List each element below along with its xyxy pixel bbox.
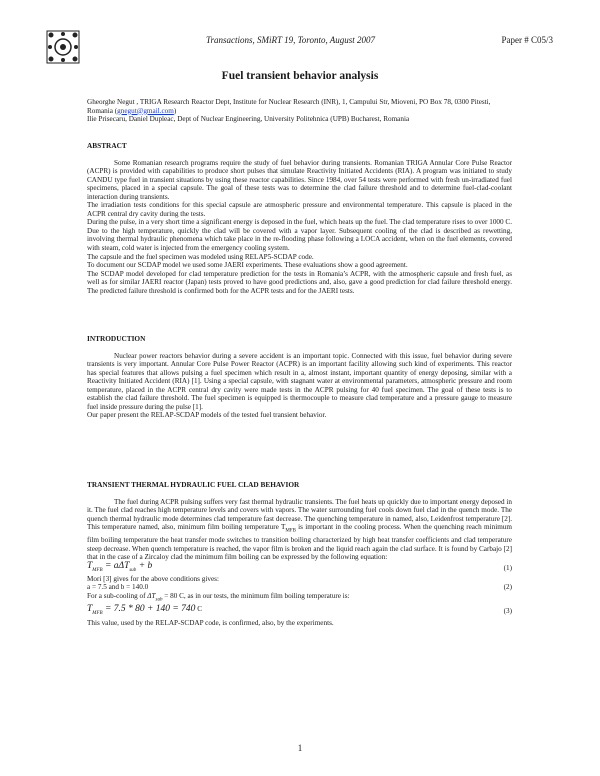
mori-line: Mori [3] gives for the above conditions gives: (87, 574, 219, 583)
abstract-paragraph: The irradiation tests conditions for this special capsule are atmospheric pressure and environmental temperature. This capsule is placed in the ACPR central dry cavity during the tests. (87, 201, 512, 218)
closing-line: This value, used by the RELAP-SCDAP code, is confirmed, also, by the experiments. (87, 618, 334, 627)
paper-number: Paper # C05/3 (501, 35, 553, 45)
transient-heading: TRANSIENT THERMAL HYDRAULIC FUEL CLAD BEHAVIOR (87, 480, 300, 489)
equation-2: a = 7.5 and b = 140.0 (2) (87, 583, 512, 592)
author-line-2: Ilie Prisecaru, Daniel Dupleac, Dept of Nuclear Engineering, University Politehnica (UPB) Bucharest, Romania (87, 115, 410, 124)
introduction-paragraph: Our paper present the RELAP-SCDAP models of the tested fuel transient behavior. (87, 411, 327, 420)
authors (87, 98, 512, 124)
introduction-paragraph: Nuclear power reactors behavior during a severe accident is an important topic. Connected with this issue, fuel behavior during severe transients is very important. Annular Core Pulse Power Reactor (ACPR) is an important facility allowing such kind of experiments. This reactor has special features that allows pulsing a fuel specimen which result in a, almost instant, important quantity of energy deposing, similar with a Reactivity Initiated Accident (RIA) [1]. Using a special capsule, with stagnant water at environmental parameters, atmospheric pressure and room temperature, placed in the ACPR central dry cavity were made tests in the ACPR pulsing for 40 fuel specimen. The goal of these tests is to establish the clad failure threshold. The fuel specimen is equipped is thermocouple to measure clad temperature and a pressure gauge to measure fuel inside pressure during the pulse [1]. (87, 351, 512, 411)
equation-number: (3) (503, 606, 512, 615)
subcooling-line: For a sub-cooling of $\Delta T_{sub} = 80$ C, as in our tests, the minimum film boiling temperature is: (87, 591, 350, 603)
abstract-paragraph: The SCDAP model developed for clad temperature prediction for the tests in Romania’s ACPR, with the atmospheric capsule and fresh fuel, as well as for similar JAERI reactor (Japan) tests proved to have good predictions and, also, gave a good prediction for clad failure threshold energy. The predicted failure threshold is confirmed both for the ACPR tests and for the JAERI tests. (87, 269, 512, 295)
transient-section (87, 481, 512, 627)
page-number: 1 (297, 743, 303, 753)
introduction-heading: INTRODUCTION (87, 334, 146, 343)
smirt-logo-icon (46, 30, 80, 64)
abstract-paragraph: During the pulse, in a very short time a significant energy is deposed in the fuel, which heats up the fuel. The clad temperature rises to over 1000 C. Due to the high temperature, quickly the clad will be covered with a vapor layer. Subsequent cooling of the clad is described as rewetting, involving thermal hydraulic phenomena which take place in the re-flooding phase following a LOCA accident, when on the fuel elements, covered with steam, cold water is injected from the emergency cooling system. (87, 218, 512, 253)
abstract-section (87, 142, 512, 295)
author-email-link[interactable]: gnegut@gmail.com (117, 106, 174, 115)
equation-number: (1) (503, 563, 512, 572)
equation-number: (2) (503, 583, 512, 592)
page-title: Fuel transient behavior analysis (221, 70, 379, 82)
transient-paragraph: The fuel during ACPR pulsing suffers very fast thermal hydraulic transients. The fuel heats up quickly due to important energy deposed in it. The fuel clad reaches high temperature levels and covers with vapors. The water surrounding fuel cools down fuel clad in the quench mode. The quench thermal hydraulic mode determines clad temperature fast decrease. The quenching temperature in named, also, Leidenfrost temperature [2]. This temperature named, also, minimum film boiling temperature $T_{MFB}$ is important in the cooling process. When the quenching reach minimum film boiling temperature the heat transfer mode switches to transition boiling characterized by high heat transfer coefficients and clad temperature steep decrease. When quench temperature is reached, the vapor film is broken and the liquid reach again the clad surface. It is found by Carbajo [2] that in the case of a Zircaloy clad the minimum film boiling can be expressed by the following equation: (87, 497, 512, 562)
conference-title: Transactions, SMiRT 19, Toronto, August 2007 (206, 35, 376, 45)
equation-1: $T_{MFB} = a\Delta T_{sub} + b$ (1) (87, 560, 512, 573)
abstract-paragraph: The capsule and the fuel specimen was modeled using RELAP5-SCDAP code. (87, 252, 314, 261)
abstract-paragraph: Some Romanian research programs require the study of fuel behavior during transients. Romanian TRIGA Annular Core Pulse Reactor (ACPR) is provided with capabilities to produce short pulses that simulate Reactivity Initiated Accidents (RIA). A program was initiated to study CANDU type fuel in transient situations by using these reactor capabilities. Since 1984, over 54 tests were performed with fresh un-irradiated fuel specimens, placed in a special capsule. The goal of these tests was to determine the clad failure threshold and to determine fuel-clad-coolant interaction during transients. (87, 158, 512, 201)
page-header (0, 30, 600, 58)
introduction-section (87, 335, 512, 420)
abstract-heading: ABSTRACT (87, 141, 127, 150)
abstract-paragraph: To document our SCDAP model we used some JAERI experiments. These evaluations show a good agreement. (87, 261, 408, 270)
equation-3: $T_{MFB} = 7.5 * 80 + 140 = 740$ C (3) (87, 603, 512, 616)
author-line-1: Gheorghe Negut , TRIGA Research Reactor Dept, Institute for Nuclear Research (INR), 1, Campului Str, Mioveni, PO Box 78, 0300 Pitesti, Romania (gnegut@gmail.com) (87, 98, 491, 115)
